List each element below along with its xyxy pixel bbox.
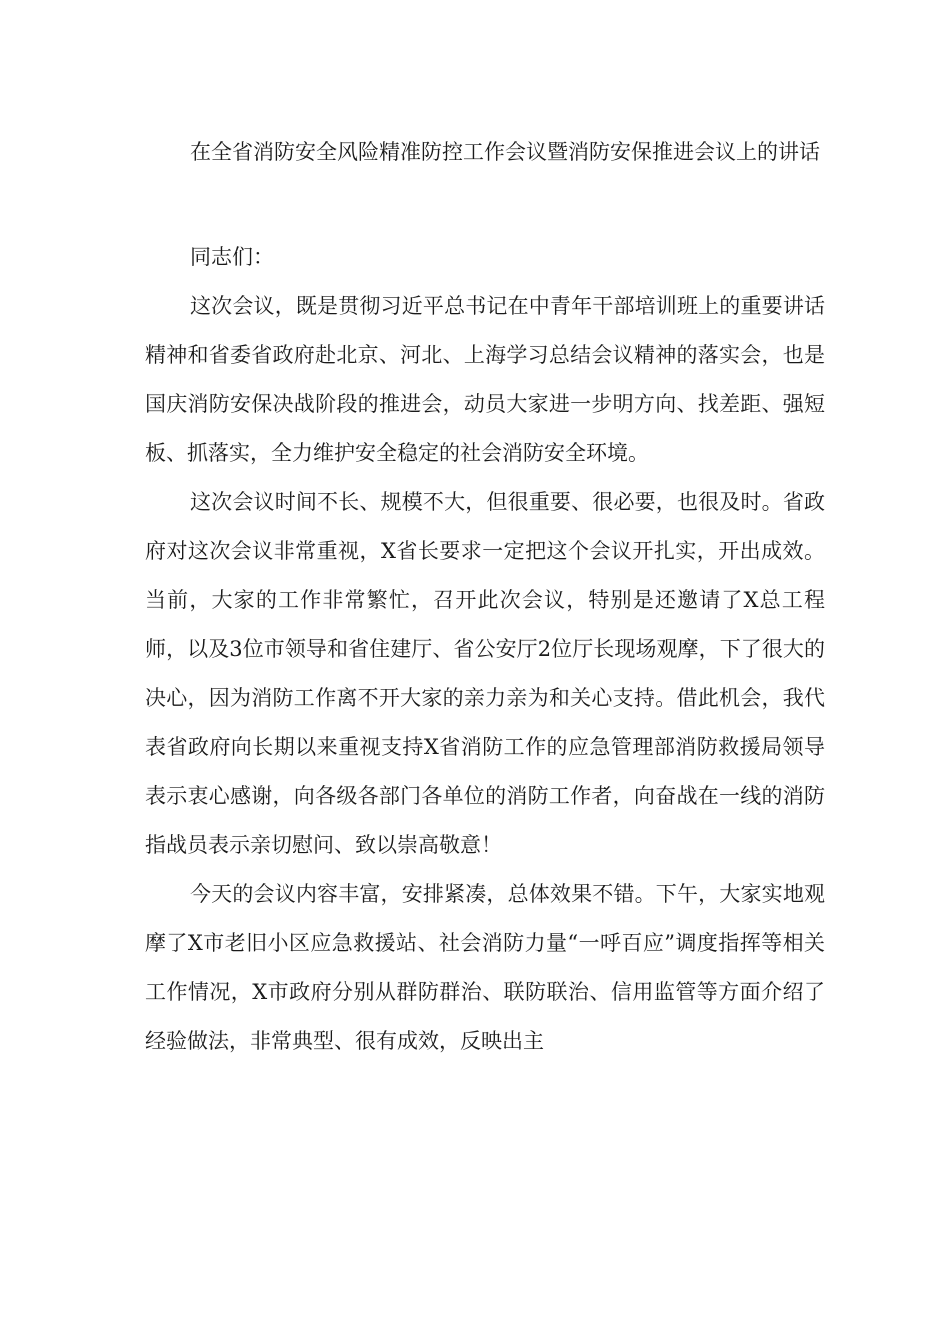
document-title: 在全省消防安全风险精准防控工作会议暨消防安保推进会议上的讲话 — [190, 140, 820, 164]
paragraph-3: 今天的会议内容丰富，安排紧凑，总体效果不错。下午，大家实地观摩了X市老旧小区应急救援站、社会消防力量“一呼百应”调度指挥等相关工作情况，X市政府分别从群防群治、联防联治、信用监管等方面介绍了经验做法，非常典型、很有成效，反映出主 — [145, 882, 825, 1053]
salutation: 同志们： — [190, 245, 274, 269]
document-body — [145, 128, 825, 1066]
paragraph-2: 这次会议时间不长、规模不大，但很重要、很必要，也很及时。省政府对这次会议非常重视，X省长要求一定把这个会议开扎实，开出成效。当前，大家的工作非常繁忙，召开此次会议，特别是还邀请了X总工程师，以及3位市领导和省住建厅、省公安厅2位厅长现场观摩，下了很大的决心，因为消防工作离不开大家的亲力亲为和关心支持。借此机会，我代表省政府向长期以来重视支持X省消防工作的应急管理部消防救援局领导表示衷心感谢，向各级各部门各单位的消防工作者，向奋战在一线的消防指战员表示亲切慰问、致以崇高敬意！ — [145, 490, 825, 857]
paragraph-1: 这次会议，既是贯彻习近平总书记在中青年干部培训班上的重要讲话精神和省委省政府赴北京、河北、上海学习总结会议精神的落实会，也是国庆消防安保决战阶段的推进会，动员大家进一步明方向、找差距、强短板、抓落实，全力维护安全稳定的社会消防安全环境。 — [145, 294, 825, 465]
